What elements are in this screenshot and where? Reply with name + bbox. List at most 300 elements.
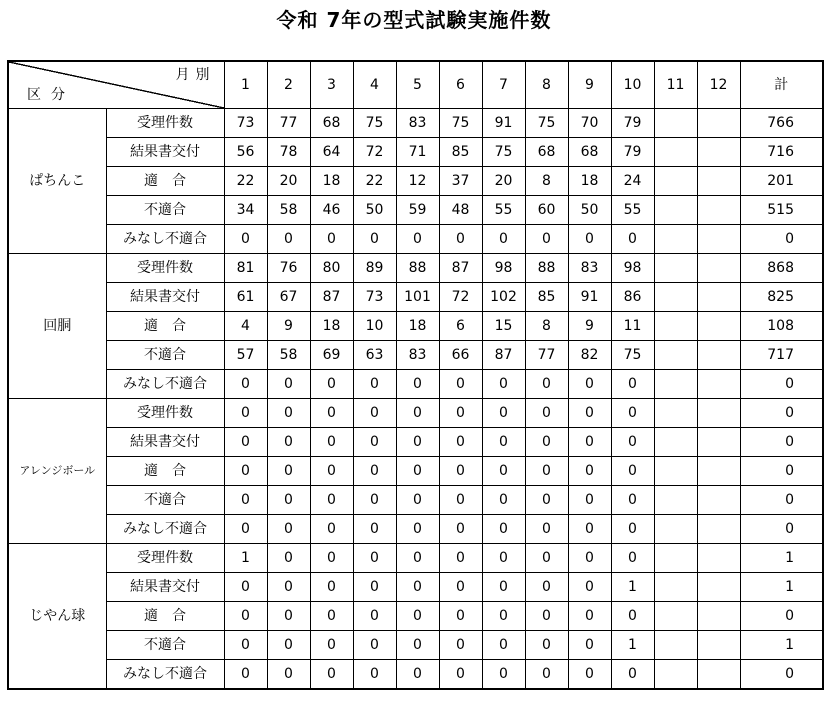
month-header: 7 [482, 61, 525, 109]
value-cell: 0 [353, 225, 396, 254]
value-cell: 0 [439, 602, 482, 631]
total-cell: 1 [740, 573, 823, 602]
value-cell: 68 [525, 138, 568, 167]
value-cell [654, 138, 697, 167]
row-label: 不適合 [106, 486, 224, 515]
value-cell: 0 [525, 631, 568, 660]
value-cell: 0 [353, 370, 396, 399]
value-cell: 0 [439, 573, 482, 602]
value-cell: 98 [482, 254, 525, 283]
table-row [8, 457, 823, 486]
value-cell: 75 [525, 109, 568, 138]
value-cell: 0 [525, 544, 568, 573]
value-cell: 75 [353, 109, 396, 138]
value-cell: 11 [611, 312, 654, 341]
table-row [8, 341, 823, 370]
value-cell: 0 [310, 399, 353, 428]
row-label: みなし不適合 [106, 515, 224, 544]
value-cell: 9 [267, 312, 310, 341]
value-cell [697, 631, 740, 660]
value-cell: 0 [396, 660, 439, 690]
value-cell: 61 [224, 283, 267, 312]
value-cell: 88 [396, 254, 439, 283]
header-row [8, 61, 823, 109]
value-cell: 0 [568, 602, 611, 631]
value-cell: 0 [611, 486, 654, 515]
table-row [8, 167, 823, 196]
value-cell [654, 196, 697, 225]
row-label: 結果書交付 [106, 573, 224, 602]
value-cell: 64 [310, 138, 353, 167]
value-cell: 0 [267, 544, 310, 573]
value-cell: 0 [439, 660, 482, 690]
table-row [8, 486, 823, 515]
corner-month-label: 月別 [175, 67, 216, 83]
total-cell: 515 [740, 196, 823, 225]
table-row [8, 254, 823, 283]
value-cell [654, 631, 697, 660]
table-row [8, 312, 823, 341]
value-cell: 59 [396, 196, 439, 225]
total-cell: 0 [740, 486, 823, 515]
month-header: 11 [654, 61, 697, 109]
total-cell: 766 [740, 109, 823, 138]
value-cell: 73 [224, 109, 267, 138]
value-cell [654, 428, 697, 457]
value-cell: 0 [525, 660, 568, 690]
value-cell [697, 428, 740, 457]
value-cell: 0 [525, 370, 568, 399]
value-cell: 0 [482, 457, 525, 486]
row-label: 適 合 [106, 167, 224, 196]
value-cell: 79 [611, 138, 654, 167]
value-cell: 0 [568, 515, 611, 544]
value-cell [654, 167, 697, 196]
value-cell: 76 [267, 254, 310, 283]
value-cell: 68 [310, 109, 353, 138]
value-cell: 73 [353, 283, 396, 312]
total-cell: 0 [740, 660, 823, 690]
value-cell: 0 [525, 428, 568, 457]
value-cell: 0 [310, 544, 353, 573]
value-cell: 0 [611, 602, 654, 631]
value-cell: 46 [310, 196, 353, 225]
value-cell: 0 [353, 457, 396, 486]
value-cell: 0 [224, 225, 267, 254]
value-cell: 72 [439, 283, 482, 312]
value-cell [654, 370, 697, 399]
value-cell: 18 [396, 312, 439, 341]
value-cell: 55 [611, 196, 654, 225]
value-cell: 0 [482, 370, 525, 399]
value-cell: 4 [224, 312, 267, 341]
value-cell: 0 [396, 457, 439, 486]
row-label: 受理件数 [106, 544, 224, 573]
value-cell: 0 [353, 602, 396, 631]
value-cell: 0 [611, 660, 654, 690]
value-cell: 0 [396, 399, 439, 428]
value-cell: 66 [439, 341, 482, 370]
value-cell: 8 [525, 312, 568, 341]
value-cell: 83 [396, 109, 439, 138]
value-cell [697, 109, 740, 138]
value-cell: 0 [611, 428, 654, 457]
value-cell: 0 [568, 428, 611, 457]
value-cell: 0 [224, 631, 267, 660]
value-cell [697, 138, 740, 167]
value-cell: 0 [267, 573, 310, 602]
value-cell: 0 [267, 602, 310, 631]
value-cell [697, 660, 740, 690]
value-cell: 0 [611, 399, 654, 428]
table-body [8, 109, 823, 690]
value-cell: 58 [267, 196, 310, 225]
month-header: 10 [611, 61, 654, 109]
row-label: 不適合 [106, 631, 224, 660]
value-cell: 0 [611, 457, 654, 486]
value-cell: 87 [482, 341, 525, 370]
table-row [8, 544, 823, 573]
value-cell: 91 [568, 283, 611, 312]
value-cell: 0 [568, 225, 611, 254]
total-cell: 717 [740, 341, 823, 370]
table-row [8, 660, 823, 690]
value-cell: 0 [353, 486, 396, 515]
value-cell: 0 [568, 573, 611, 602]
value-cell [654, 457, 697, 486]
value-cell: 82 [568, 341, 611, 370]
value-cell: 0 [482, 399, 525, 428]
table-row [8, 399, 823, 428]
value-cell: 18 [310, 167, 353, 196]
value-cell: 12 [396, 167, 439, 196]
value-cell: 77 [267, 109, 310, 138]
value-cell: 0 [353, 631, 396, 660]
table-row [8, 573, 823, 602]
value-cell [697, 370, 740, 399]
value-cell: 0 [267, 399, 310, 428]
value-cell: 0 [396, 486, 439, 515]
value-cell [697, 167, 740, 196]
inspection-table [7, 60, 824, 690]
corner-category-label: 区分 [27, 87, 75, 103]
value-cell: 0 [525, 486, 568, 515]
total-cell: 825 [740, 283, 823, 312]
corner-header [8, 61, 224, 109]
total-cell: 0 [740, 225, 823, 254]
month-header: 6 [439, 61, 482, 109]
total-cell: 108 [740, 312, 823, 341]
value-cell: 0 [568, 399, 611, 428]
value-cell: 0 [353, 544, 396, 573]
total-cell: 0 [740, 602, 823, 631]
group-label: ぱちんこ [8, 109, 106, 254]
row-label: 不適合 [106, 341, 224, 370]
value-cell: 0 [439, 631, 482, 660]
value-cell: 0 [611, 225, 654, 254]
value-cell [697, 457, 740, 486]
value-cell: 78 [267, 138, 310, 167]
value-cell: 0 [396, 544, 439, 573]
value-cell [654, 225, 697, 254]
total-cell: 1 [740, 544, 823, 573]
value-cell [654, 254, 697, 283]
value-cell: 0 [224, 457, 267, 486]
value-cell: 0 [525, 573, 568, 602]
table-row [8, 283, 823, 312]
value-cell: 0 [310, 457, 353, 486]
value-cell: 0 [439, 544, 482, 573]
value-cell: 1 [611, 631, 654, 660]
value-cell [697, 602, 740, 631]
value-cell: 0 [568, 370, 611, 399]
value-cell: 0 [224, 515, 267, 544]
total-header: 計 [740, 61, 823, 109]
value-cell: 18 [310, 312, 353, 341]
value-cell [697, 254, 740, 283]
value-cell: 0 [439, 399, 482, 428]
value-cell [697, 283, 740, 312]
value-cell [697, 544, 740, 573]
value-cell: 0 [310, 660, 353, 690]
value-cell [697, 399, 740, 428]
value-cell: 0 [396, 602, 439, 631]
value-cell: 83 [396, 341, 439, 370]
row-label: 適 合 [106, 602, 224, 631]
table-row [8, 138, 823, 167]
value-cell: 70 [568, 109, 611, 138]
value-cell: 20 [482, 167, 525, 196]
value-cell [654, 399, 697, 428]
value-cell: 0 [568, 544, 611, 573]
value-cell: 91 [482, 109, 525, 138]
value-cell: 50 [353, 196, 396, 225]
value-cell: 77 [525, 341, 568, 370]
value-cell: 0 [525, 515, 568, 544]
value-cell: 0 [267, 631, 310, 660]
value-cell: 60 [525, 196, 568, 225]
value-cell: 22 [224, 167, 267, 196]
value-cell: 98 [611, 254, 654, 283]
table-row [8, 602, 823, 631]
value-cell: 24 [611, 167, 654, 196]
row-label: 結果書交付 [106, 428, 224, 457]
value-cell [654, 109, 697, 138]
value-cell [697, 312, 740, 341]
value-cell: 81 [224, 254, 267, 283]
value-cell: 9 [568, 312, 611, 341]
value-cell: 0 [439, 515, 482, 544]
value-cell: 0 [525, 602, 568, 631]
value-cell: 0 [310, 370, 353, 399]
value-cell [654, 573, 697, 602]
value-cell: 67 [267, 283, 310, 312]
value-cell: 0 [310, 428, 353, 457]
value-cell: 20 [267, 167, 310, 196]
value-cell [697, 341, 740, 370]
row-label: 受理件数 [106, 109, 224, 138]
value-cell: 0 [224, 428, 267, 457]
value-cell: 0 [353, 660, 396, 690]
row-label: 適 合 [106, 312, 224, 341]
value-cell: 0 [439, 457, 482, 486]
table-row [8, 225, 823, 254]
month-header: 12 [697, 61, 740, 109]
value-cell: 10 [353, 312, 396, 341]
total-cell: 1 [740, 631, 823, 660]
row-label: 受理件数 [106, 254, 224, 283]
value-cell [654, 283, 697, 312]
value-cell [654, 341, 697, 370]
value-cell: 0 [439, 370, 482, 399]
row-label: 適 合 [106, 457, 224, 486]
value-cell [654, 602, 697, 631]
value-cell: 0 [568, 486, 611, 515]
month-header: 9 [568, 61, 611, 109]
value-cell: 0 [482, 225, 525, 254]
row-label: みなし不適合 [106, 370, 224, 399]
value-cell: 0 [267, 457, 310, 486]
value-cell: 0 [267, 370, 310, 399]
value-cell: 0 [568, 457, 611, 486]
table-row [8, 196, 823, 225]
group-label: アレンジボール [8, 399, 106, 544]
value-cell: 0 [396, 515, 439, 544]
total-cell: 0 [740, 370, 823, 399]
value-cell: 0 [224, 370, 267, 399]
value-cell: 0 [267, 428, 310, 457]
value-cell: 0 [525, 225, 568, 254]
value-cell: 0 [525, 399, 568, 428]
value-cell: 0 [482, 602, 525, 631]
month-header: 4 [353, 61, 396, 109]
row-label: 受理件数 [106, 399, 224, 428]
value-cell: 55 [482, 196, 525, 225]
value-cell: 0 [224, 660, 267, 690]
value-cell: 18 [568, 167, 611, 196]
value-cell: 0 [482, 428, 525, 457]
page-title: 令和 7年の型式試験実施件数 [276, 8, 552, 32]
value-cell: 88 [525, 254, 568, 283]
value-cell: 34 [224, 196, 267, 225]
value-cell [697, 515, 740, 544]
value-cell: 0 [224, 399, 267, 428]
value-cell: 0 [482, 631, 525, 660]
value-cell: 102 [482, 283, 525, 312]
total-cell: 0 [740, 399, 823, 428]
value-cell: 0 [396, 631, 439, 660]
value-cell: 0 [439, 486, 482, 515]
value-cell: 85 [439, 138, 482, 167]
group-label: 回胴 [8, 254, 106, 399]
value-cell: 0 [611, 544, 654, 573]
month-header: 8 [525, 61, 568, 109]
value-cell: 37 [439, 167, 482, 196]
value-cell: 101 [396, 283, 439, 312]
value-cell: 75 [482, 138, 525, 167]
value-cell: 87 [439, 254, 482, 283]
value-cell: 68 [568, 138, 611, 167]
total-cell: 0 [740, 457, 823, 486]
value-cell: 0 [482, 573, 525, 602]
row-label: みなし不適合 [106, 660, 224, 690]
value-cell: 1 [611, 573, 654, 602]
month-header: 5 [396, 61, 439, 109]
value-cell: 48 [439, 196, 482, 225]
value-cell: 0 [439, 428, 482, 457]
value-cell: 69 [310, 341, 353, 370]
value-cell: 79 [611, 109, 654, 138]
value-cell [697, 573, 740, 602]
value-cell: 83 [568, 254, 611, 283]
value-cell: 0 [396, 225, 439, 254]
value-cell: 8 [525, 167, 568, 196]
value-cell: 0 [224, 573, 267, 602]
value-cell: 71 [396, 138, 439, 167]
value-cell: 86 [611, 283, 654, 312]
value-cell [654, 660, 697, 690]
value-cell: 75 [439, 109, 482, 138]
value-cell: 0 [568, 631, 611, 660]
value-cell [654, 312, 697, 341]
value-cell: 0 [611, 370, 654, 399]
total-cell: 716 [740, 138, 823, 167]
month-header: 2 [267, 61, 310, 109]
group-label: じやん球 [8, 544, 106, 690]
value-cell: 0 [310, 486, 353, 515]
value-cell [654, 544, 697, 573]
table-row [8, 515, 823, 544]
table-row [8, 428, 823, 457]
value-cell: 0 [310, 631, 353, 660]
value-cell: 57 [224, 341, 267, 370]
value-cell: 0 [310, 515, 353, 544]
value-cell: 0 [267, 225, 310, 254]
value-cell [697, 486, 740, 515]
value-cell: 72 [353, 138, 396, 167]
value-cell: 0 [396, 370, 439, 399]
row-label: 結果書交付 [106, 283, 224, 312]
value-cell: 56 [224, 138, 267, 167]
value-cell: 0 [525, 457, 568, 486]
month-header: 1 [224, 61, 267, 109]
value-cell: 6 [439, 312, 482, 341]
value-cell: 0 [396, 573, 439, 602]
value-cell: 0 [267, 660, 310, 690]
row-label: みなし不適合 [106, 225, 224, 254]
value-cell [654, 486, 697, 515]
value-cell: 0 [267, 515, 310, 544]
total-cell: 0 [740, 428, 823, 457]
value-cell: 0 [353, 428, 396, 457]
value-cell: 1 [224, 544, 267, 573]
value-cell: 0 [224, 486, 267, 515]
value-cell: 0 [310, 573, 353, 602]
value-cell: 87 [310, 283, 353, 312]
value-cell: 0 [353, 515, 396, 544]
row-label: 結果書交付 [106, 138, 224, 167]
month-header: 3 [310, 61, 353, 109]
value-cell [654, 515, 697, 544]
value-cell: 63 [353, 341, 396, 370]
value-cell: 0 [482, 660, 525, 690]
value-cell: 0 [482, 544, 525, 573]
value-cell [697, 225, 740, 254]
value-cell: 80 [310, 254, 353, 283]
table-row [8, 631, 823, 660]
value-cell: 0 [568, 660, 611, 690]
value-cell: 0 [482, 515, 525, 544]
